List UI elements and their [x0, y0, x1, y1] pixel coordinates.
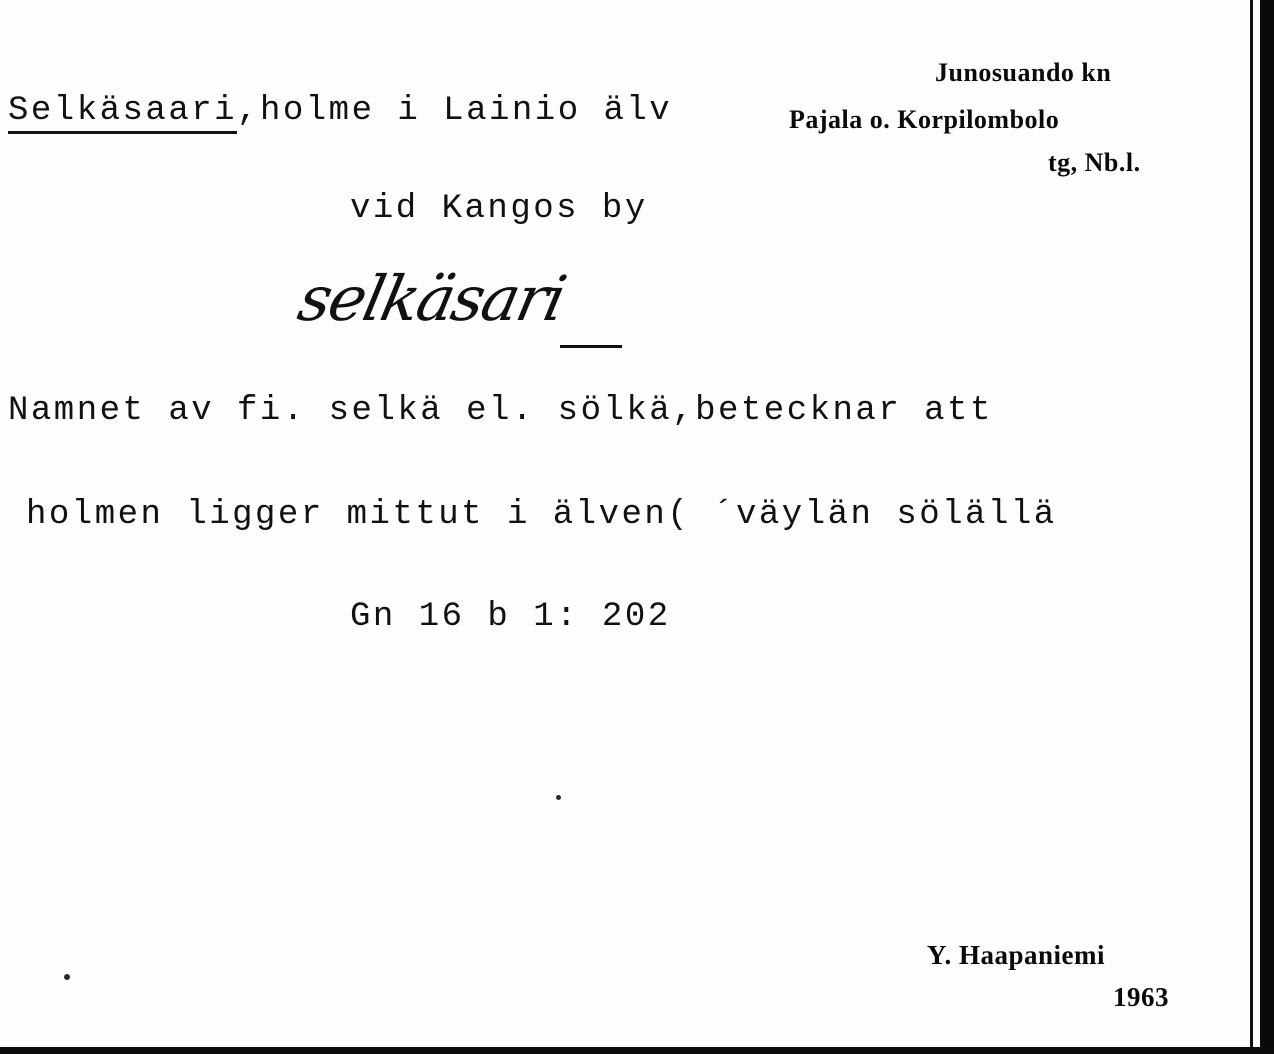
- signature-year: 1963: [1113, 982, 1169, 1012]
- headword-line: [8, 92, 672, 134]
- parish-stamp-line-2: Pajala o. Korpilombolo: [789, 105, 1060, 134]
- scan-speck: [556, 795, 561, 800]
- source-reference: Gn 16 b 1: 202: [350, 598, 671, 636]
- headword-line-rest: ,holme i Lainio älv: [237, 92, 673, 130]
- handwritten-form: selkäsari: [292, 262, 571, 335]
- scan-edge-bottom: [0, 1047, 1274, 1054]
- location-line: vid Kangos by: [350, 190, 648, 228]
- body-line-2: holmen ligger mittut i älven( ´väylän sölällä: [26, 496, 1057, 534]
- parish-stamp-line-3: tg, Nb.l.: [1048, 148, 1141, 177]
- scan-speck: [64, 974, 70, 980]
- scan-edge-right: [1260, 0, 1274, 1054]
- body-line-1: Namnet av fi. selkä el. sölkä,betecknar att: [8, 392, 993, 430]
- headword: Selkäsaari: [8, 92, 237, 134]
- scan-margin: [1253, 0, 1260, 1054]
- signature-name: Y. Haapaniemi: [927, 940, 1106, 970]
- parish-stamp-line-1: Junosuando kn: [935, 58, 1112, 87]
- handwriting-underline: [560, 345, 622, 348]
